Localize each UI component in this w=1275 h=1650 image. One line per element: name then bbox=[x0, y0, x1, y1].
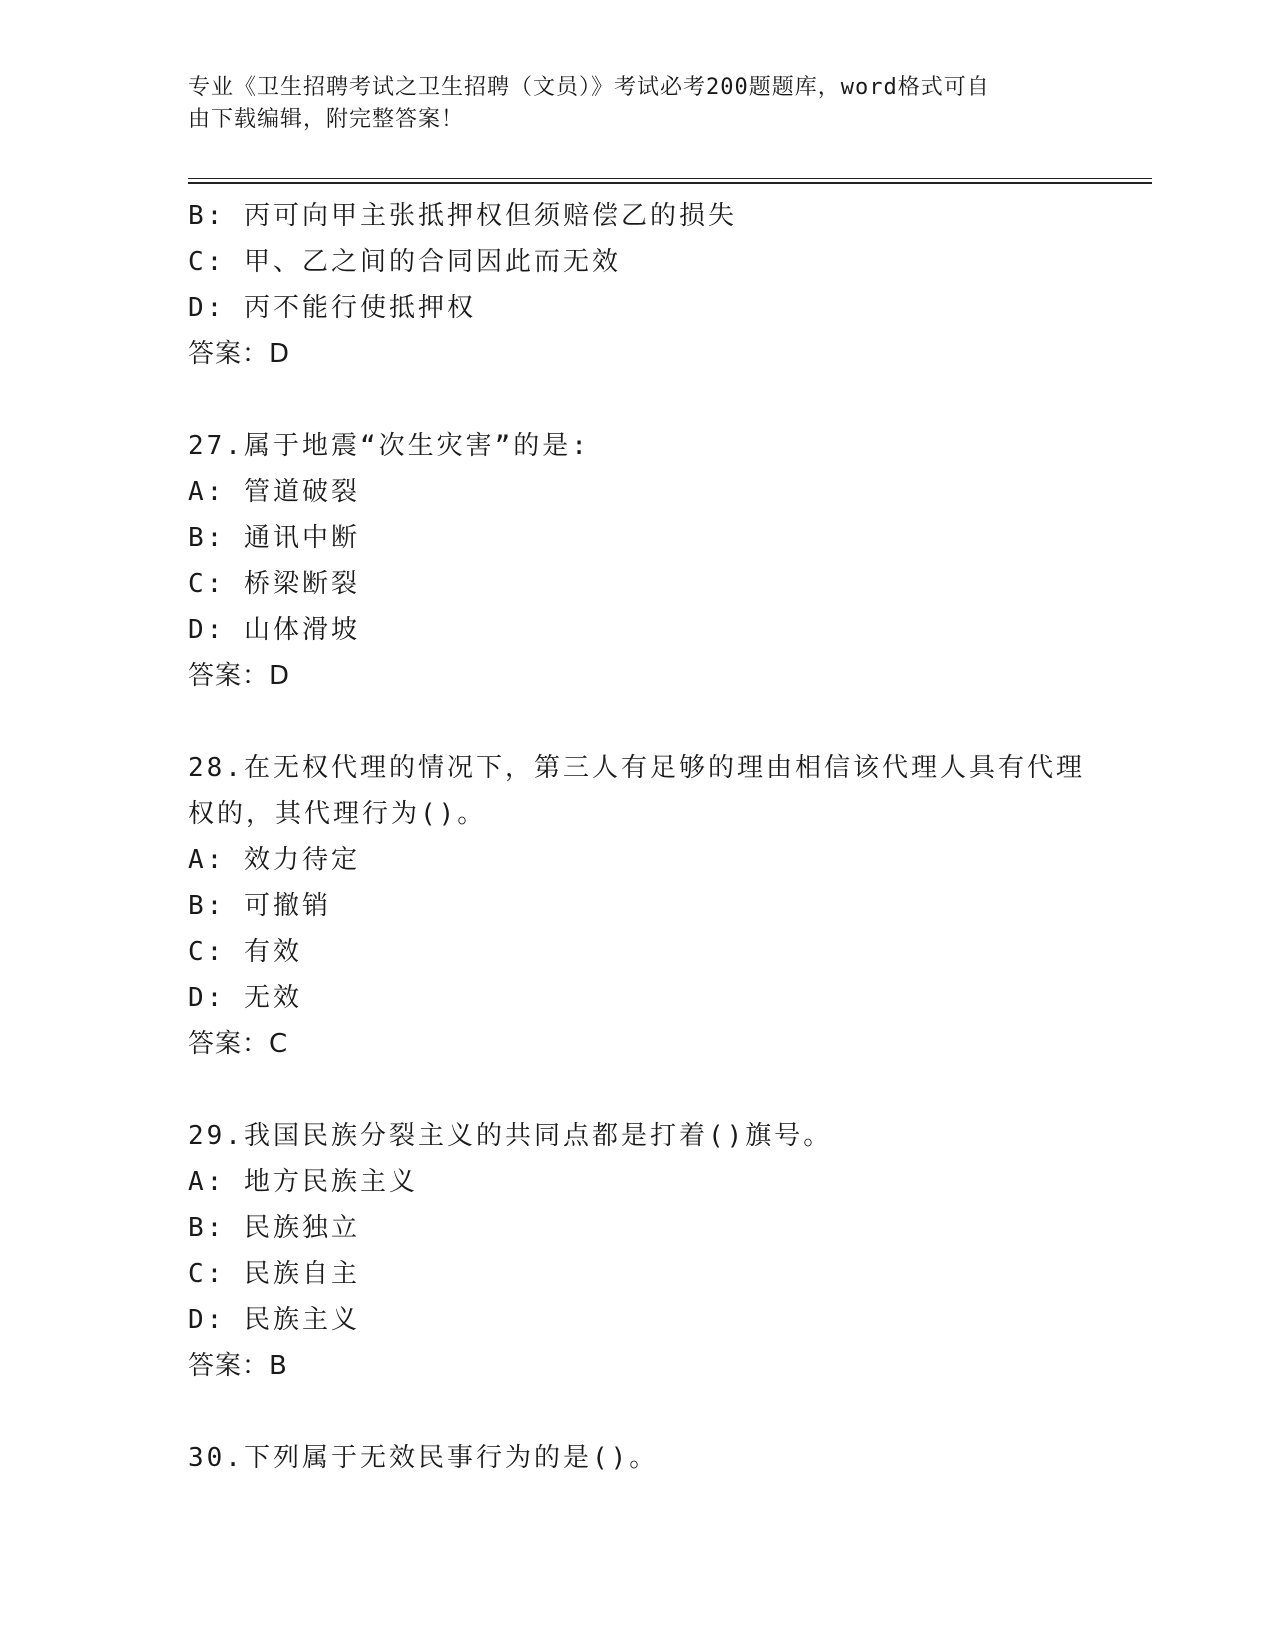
question-stem: 30.下列属于无效民事行为的是()。 bbox=[188, 1443, 659, 1473]
header-line-2: 由下载编辑，附完整答案！ bbox=[188, 107, 465, 132]
option-d: D: 无效 bbox=[188, 983, 302, 1013]
question-stem-line-1: 28.在无权代理的情况下，第三人有足够的理由相信该代理人具有代理 bbox=[188, 753, 1085, 783]
question-list bbox=[188, 193, 1088, 1481]
option-c: C: 民族自主 bbox=[188, 1259, 360, 1289]
document-header bbox=[188, 72, 1068, 136]
option-a: A: 效力待定 bbox=[188, 845, 360, 875]
question-30 bbox=[188, 1435, 1088, 1481]
question-29 bbox=[188, 1113, 1088, 1389]
answer-label: 答案：D bbox=[188, 661, 291, 691]
option-b: B: 丙可向甲主张抵押权但须赔偿乙的损失 bbox=[188, 201, 737, 231]
option-c: C: 甲、乙之间的合同因此而无效 bbox=[188, 247, 621, 277]
option-c: C: 有效 bbox=[188, 937, 302, 967]
option-b: B: 民族独立 bbox=[188, 1213, 360, 1243]
option-a: A: 管道破裂 bbox=[188, 477, 360, 507]
header-divider bbox=[188, 178, 1152, 179]
option-b: B: 通讯中断 bbox=[188, 523, 360, 553]
answer-label: 答案：D bbox=[188, 339, 291, 369]
option-d: D: 丙不能行使抵押权 bbox=[188, 293, 476, 323]
question-stem-line-2: 权的，其代理行为()。 bbox=[188, 799, 487, 829]
option-a: A: 地方民族主义 bbox=[188, 1167, 418, 1197]
question-27 bbox=[188, 423, 1088, 699]
option-c: C: 桥梁断裂 bbox=[188, 569, 360, 599]
question-28 bbox=[188, 745, 1088, 1067]
answer-label: 答案：C bbox=[188, 1029, 289, 1059]
question-stem: 29.我国民族分裂主义的共同点都是打着()旗号。 bbox=[188, 1121, 833, 1151]
question-26-continued bbox=[188, 193, 1088, 377]
header-divider-thick bbox=[188, 182, 1152, 184]
header-line-1: 专业《卫生招聘考试之卫生招聘（文员）》考试必考200题题库，word格式可自 bbox=[188, 75, 990, 100]
option-d: D: 山体滑坡 bbox=[188, 615, 360, 645]
answer-label: 答案：B bbox=[188, 1351, 288, 1381]
option-b: B: 可撤销 bbox=[188, 891, 331, 921]
option-d: D: 民族主义 bbox=[188, 1305, 360, 1335]
question-stem: 27.属于地震“次生灾害”的是: bbox=[188, 431, 590, 461]
